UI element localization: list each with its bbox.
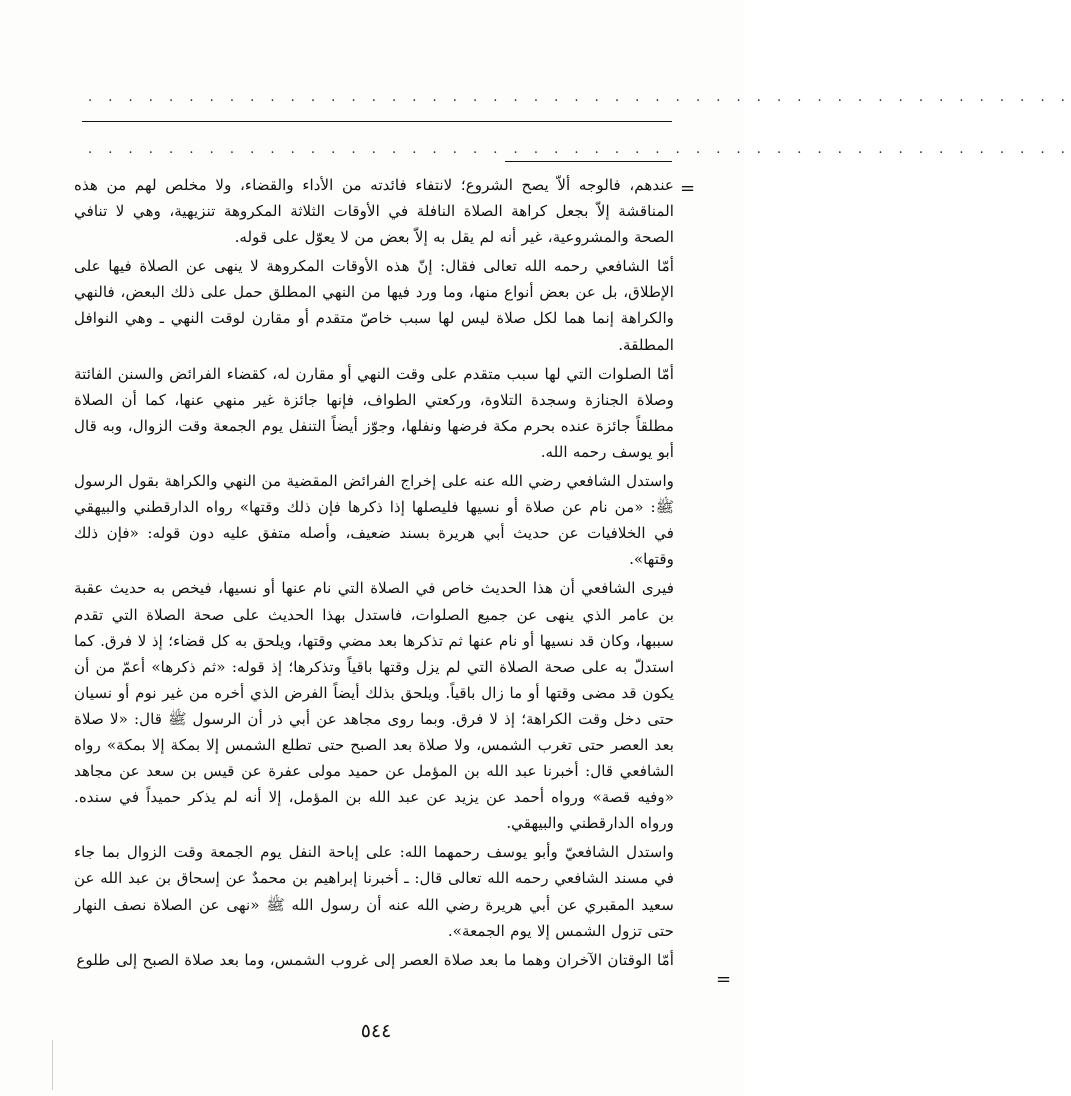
paragraph: عندهم، فالوجه ألاّ يصح الشروع؛ لانتفاء فائدته من الأداء والقضاء، ولا مخلص لهم من هذه المناقشة إلاّ بجعل كراهة الصلاة النافلة في الأوقات الثلاثة المكروهة تنزيهية، وهي لا تنافي الصحة والمشروعية، غير أنه لم يقل به إلاّ بعض من لا يعوّل على قوله. (74, 176, 674, 247)
page-number: ٥٤٤ (360, 1020, 392, 1042)
horizontal-rule (82, 121, 672, 122)
footnote-separator-dots-bottom: . . . . . . . . . . . . . . . . . . . . . . . . . . . . . . . . . . . . . . . . . . . . . . . . . (88, 142, 1071, 157)
paragraph: واستدل الشافعيّ وأبو يوسف رحمهما الله: على إباحة النفل يوم الجمعة وقت الزوال بما جاء في مسند الشافعي رحمه الله تعالى قال: ـ أخبرنا إبراهيم بن محمدٌ عن إسحاق بن عبد الله عن سعيد المقبري عن أبي هريرة رضي الله عنه أن رسول الله ﷺ «نهى عن الصلاة نصف النهار حتى تزول الشمس إلا يوم الجمعة». (74, 843, 674, 940)
continuation-mark-top: = (680, 178, 696, 199)
paragraph: أمّا الوقتان الآخران وهما ما بعد صلاة العصر إلى غروب الشمس، وما بعد صلاة الصبح إلى طلوع (76, 950, 674, 969)
paragraph: فيرى الشافعي أن هذا الحديث خاص في الصلاة التي نام عنها أو نسيها، فيخص به حديث عقبة بن عامر الذي ينهى عن جميع الصلوات، فاستدل بهذا الحديث على صحة الصلاة التي تقدم سببها، وكان قد نسيها أو نام عنها ثم تذكرها بعد مضي وقتها، ويلحق به كل قضاء؛ إذ لا فرق. كما استدلّ به على صحة الصلاة التي لم يزل وقتها باقياً وتذكرها؛ إذ قوله: «ثم ذكرها» أعمّ من أن يكون قد مضى وقتها أو ما زال باقياً. ويلحق بذلك أيضاً الفرض الذي أخره من غير نوم أو نسيان حتى دخل وقت الكراهة؛ إذ لا فرق. وبما روى مجاهد عن أبي ذر أن الرسول ﷺ قال: «لا صلاة بعد العصر حتى تغرب الشمس، ولا صلاة بعد الصبح حتى تطلع الشمس إلا بمكة إلا بمكة» رواه الشافعي قال: أخبرنا عبد الله بن المؤمل عن حميد مولى عفرة عن قيس بن سعد عن مجاهد «وفيه قصة» ورواه أحمد عن يزيد عن عبد الله بن المؤمل، إلا أنه لم يذكر حميداً في سنده. ورواه الدارقطني والبيهقي. (74, 579, 674, 833)
paragraph: واستدل الشافعي رضي الله عنه على إخراج الفرائض المقضية من النهي والكراهة بقول الرسول ﷺ: «من نام عن صلاة أو نسيها فليصلها إذا ذكرها فإن ذلك وقتها» رواه الدارقطني والبيهقي في الخلافيات عن حديث أبي هريرة بسند ضعيف، وأصله متفق عليه دون قوله: «فإن ذلك وقتها». (74, 472, 674, 569)
paragraph: أمّا الشافعي رحمه الله تعالى فقال: إنّ هذه الأوقات المكروهة لا ينهى عن الصلاة فيها على الإطلاق، بل عن بعض أنواع منها، وما ورد فيها من النهي المطلق حمل على ذلك البعض، فالنهي والكراهة إنما هما لكل صلاة ليس لها سبب خاصّ متقدم أو مقارن لوقت النهي ـ وهي النوافل المطلقة. (74, 257, 674, 354)
footnote-separator-rule (505, 161, 672, 162)
footnote-body (74, 172, 674, 1002)
continuation-mark-bottom: = (716, 969, 732, 990)
binding-margin-line (52, 1040, 53, 1090)
paragraph: أمّا الصلوات التي لها سبب متقدم على وقت النهي أو مقارن له، كقضاء الفرائض والسنن الفائتة وصلاة الجنازة وسجدة التلاوة، وركعتي الطواف، فإنها جائزة غير منهي عنها، كما أن الصلاة مطلقاً جائزة عنده بحرم مكة فرضها ونفلها، وجوّز أيضاً التنفل يوم الجمعة وقت الزوال، وبه قال أبو يوسف رحمه الله. (74, 364, 674, 461)
footnote-separator-dots-top: . . . . . . . . . . . . . . . . . . . . . . . . . . . . . . . . . . . . . . . . . . . . . . . . . (88, 90, 1071, 105)
